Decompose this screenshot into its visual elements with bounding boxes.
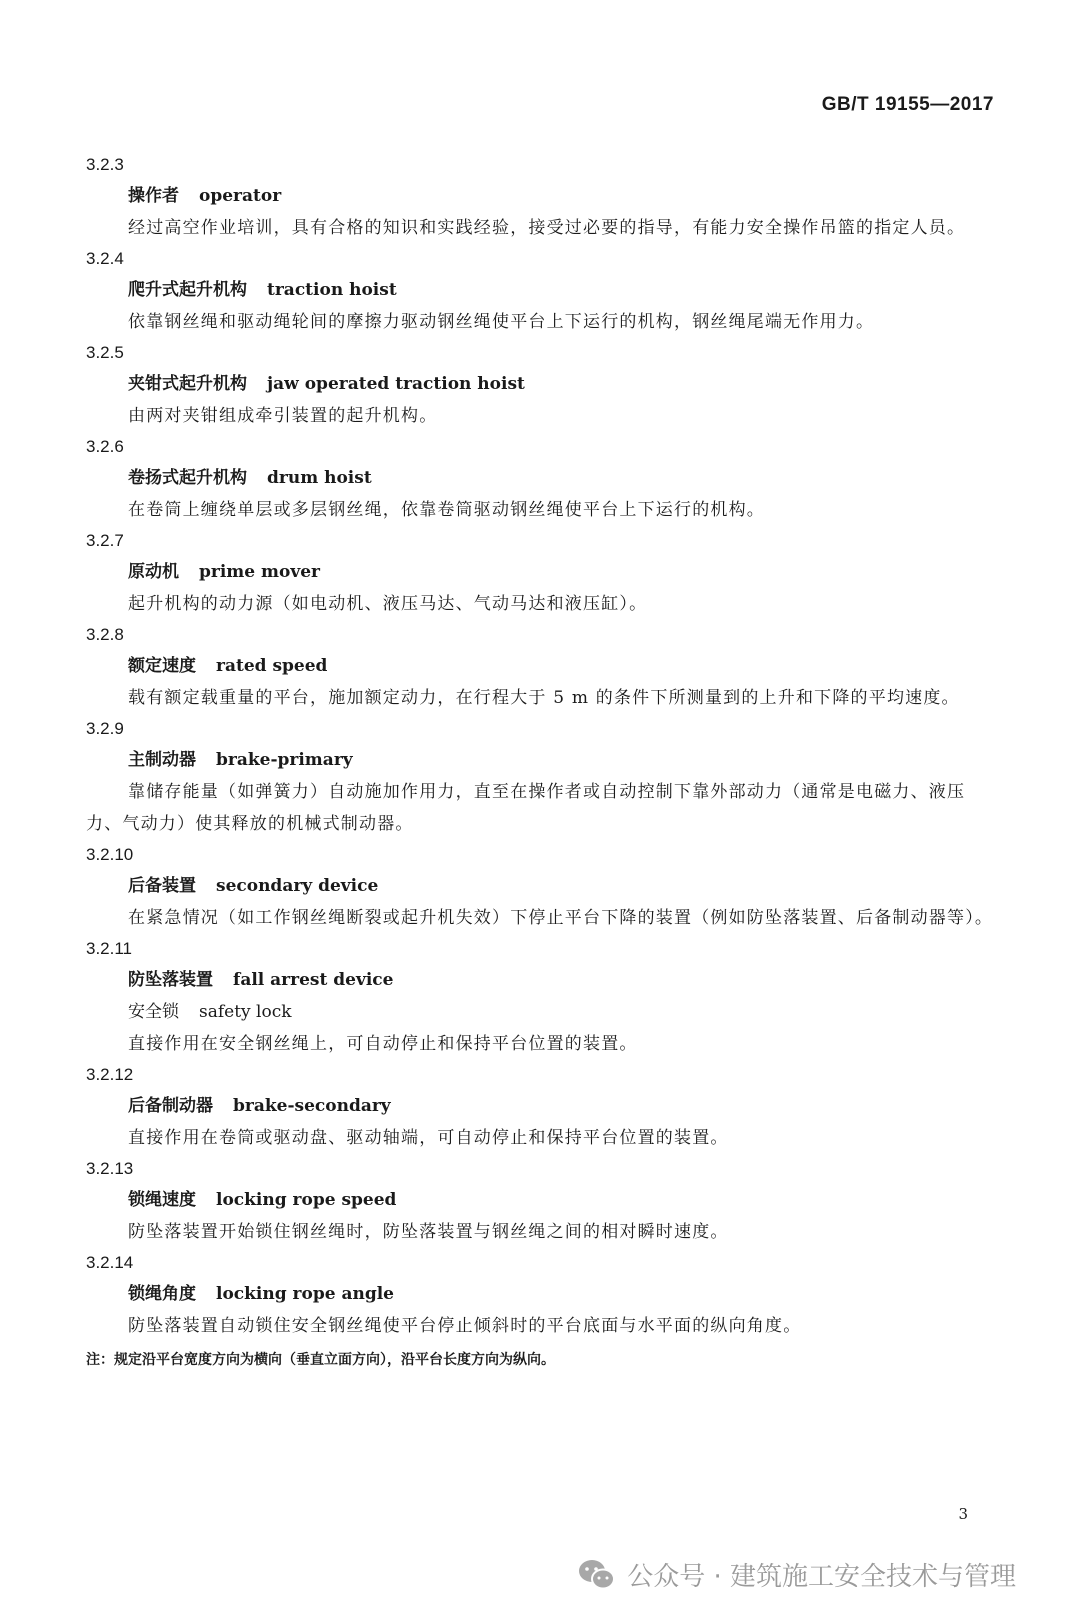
term-heading <box>86 1184 996 1216</box>
term-entry <box>86 840 996 934</box>
clause-number: 3.2.5 <box>86 343 124 362</box>
term-entry <box>86 1248 996 1376</box>
term-cn: 夹钳式起升机构 <box>128 374 247 394</box>
term-cn: 后备装置 <box>128 876 196 896</box>
term-definition: 靠储存能量（如弹簧力）自动施加作用力，直至在操作者或自动控制下靠外部动力（通常是电磁力、液压力、气动力）使其释放的机械式制动器。 <box>86 782 966 834</box>
term-cn: 爬升式起升机构 <box>128 280 247 300</box>
term-entry <box>86 432 996 526</box>
term-heading <box>86 180 996 212</box>
term-definition: 依靠钢丝绳和驱动绳轮间的摩擦力驱动钢丝绳使平台上下运行的机构，钢丝绳尾端无作用力。 <box>128 312 875 332</box>
term-en: drum hoist <box>267 468 372 488</box>
clause-number: 3.2.6 <box>86 437 124 456</box>
clause-number: 3.2.4 <box>86 249 124 268</box>
term-heading <box>86 274 996 306</box>
terms-content <box>86 150 996 1376</box>
clause-number: 3.2.9 <box>86 719 124 738</box>
clause-number: 3.2.8 <box>86 625 124 644</box>
page-number: 3 <box>958 1505 968 1523</box>
term-cn: 防坠落装置 <box>128 970 213 990</box>
term-en: secondary device <box>216 876 379 896</box>
term-en: fall arrest device <box>233 970 394 990</box>
term-en: rated speed <box>216 656 328 676</box>
term-entry <box>86 338 996 432</box>
watermark-text: 公众号 · 建筑施工安全技术与管理 <box>627 1562 1016 1592</box>
term-definition: 经过高空作业培训，具有合格的知识和实践经验，接受过必要的指导，有能力安全操作吊篮的指定人员。 <box>128 218 966 238</box>
clause-number: 3.2.7 <box>86 531 124 550</box>
term-heading <box>86 1090 996 1122</box>
term-cn: 卷扬式起升机构 <box>128 468 247 488</box>
term-heading <box>86 870 996 902</box>
term-definition: 防坠落装置自动锁住安全钢丝绳使平台停止倾斜时的平台底面与水平面的纵向角度。 <box>128 1316 802 1336</box>
term-cn: 操作者 <box>128 186 179 206</box>
term-heading <box>86 744 996 776</box>
term-heading <box>86 1278 996 1310</box>
term-cn: 后备制动器 <box>128 1096 213 1116</box>
term-heading <box>86 964 996 996</box>
term-en: locking rope angle <box>216 1284 395 1304</box>
term-entry <box>86 1060 996 1154</box>
term-entry <box>86 934 996 1060</box>
standard-code: GB/T 19155—2017 <box>821 94 994 115</box>
term-definition: 防坠落装置开始锁住钢丝绳时，防坠落装置与钢丝绳之间的相对瞬时速度。 <box>128 1222 729 1242</box>
term-cn: 锁绳速度 <box>128 1190 196 1210</box>
term-definition: 在紧急情况（如工作钢丝绳断裂或起升机失效）下停止平台下降的装置（例如防坠落装置、后备制动器等）。 <box>128 908 994 928</box>
clause-number: 3.2.14 <box>86 1253 134 1272</box>
term-en: brake-secondary <box>233 1096 391 1116</box>
wechat-icon <box>577 1558 617 1592</box>
term-entry <box>86 620 996 714</box>
term-cn: 锁绳角度 <box>128 1284 196 1304</box>
term-cn: 原动机 <box>128 562 179 582</box>
term-entry <box>86 1154 996 1248</box>
clause-number: 3.2.13 <box>86 1159 134 1178</box>
term-definition: 由两对夹钳组成牵引装置的起升机构。 <box>128 406 438 426</box>
term-definition: 起升机构的动力源（如电动机、液压马达、气动马达和液压缸）。 <box>128 594 648 614</box>
clause-number: 3.2.3 <box>86 155 124 174</box>
term-cn: 额定速度 <box>128 656 196 676</box>
term-entry <box>86 526 996 620</box>
term-entry <box>86 714 996 840</box>
term-definition: 载有额定载重量的平台，施加额定动力，在行程大于 5 m 的条件下所测量到的上升和下降的平均速度。 <box>128 688 960 708</box>
term-heading <box>86 368 996 400</box>
term-entry <box>86 244 996 338</box>
term-definition: 在卷筒上缠绕单层或多层钢丝绳，依靠卷筒驱动钢丝绳使平台上下运行的机构。 <box>128 500 765 520</box>
clause-number: 3.2.10 <box>86 845 134 864</box>
term-entry <box>86 150 996 244</box>
term-synonym <box>86 996 996 1028</box>
term-cn: 主制动器 <box>128 750 196 770</box>
term-heading <box>86 650 996 682</box>
term-en: jaw operated traction hoist <box>267 374 525 394</box>
synonym-en: safety lock <box>199 1002 292 1022</box>
term-note: 注：规定沿平台宽度方向为横向（垂直立面方向），沿平台长度方向为纵向。 <box>86 1352 555 1368</box>
wechat-watermark <box>577 1556 1016 1593</box>
clause-number: 3.2.11 <box>86 939 133 958</box>
term-heading <box>86 556 996 588</box>
term-definition: 直接作用在卷筒或驱动盘、驱动轴端，可自动停止和保持平台位置的装置。 <box>128 1128 729 1148</box>
term-en: traction hoist <box>267 280 397 300</box>
term-en: brake-primary <box>216 750 353 770</box>
term-en: prime mover <box>199 562 321 582</box>
term-en: locking rope speed <box>216 1190 397 1210</box>
synonym-cn: 安全锁 <box>128 1002 179 1022</box>
term-definition: 直接作用在安全钢丝绳上，可自动停止和保持平台位置的装置。 <box>128 1034 638 1054</box>
term-heading <box>86 462 996 494</box>
clause-number: 3.2.12 <box>86 1065 134 1084</box>
term-en: operator <box>199 186 282 206</box>
